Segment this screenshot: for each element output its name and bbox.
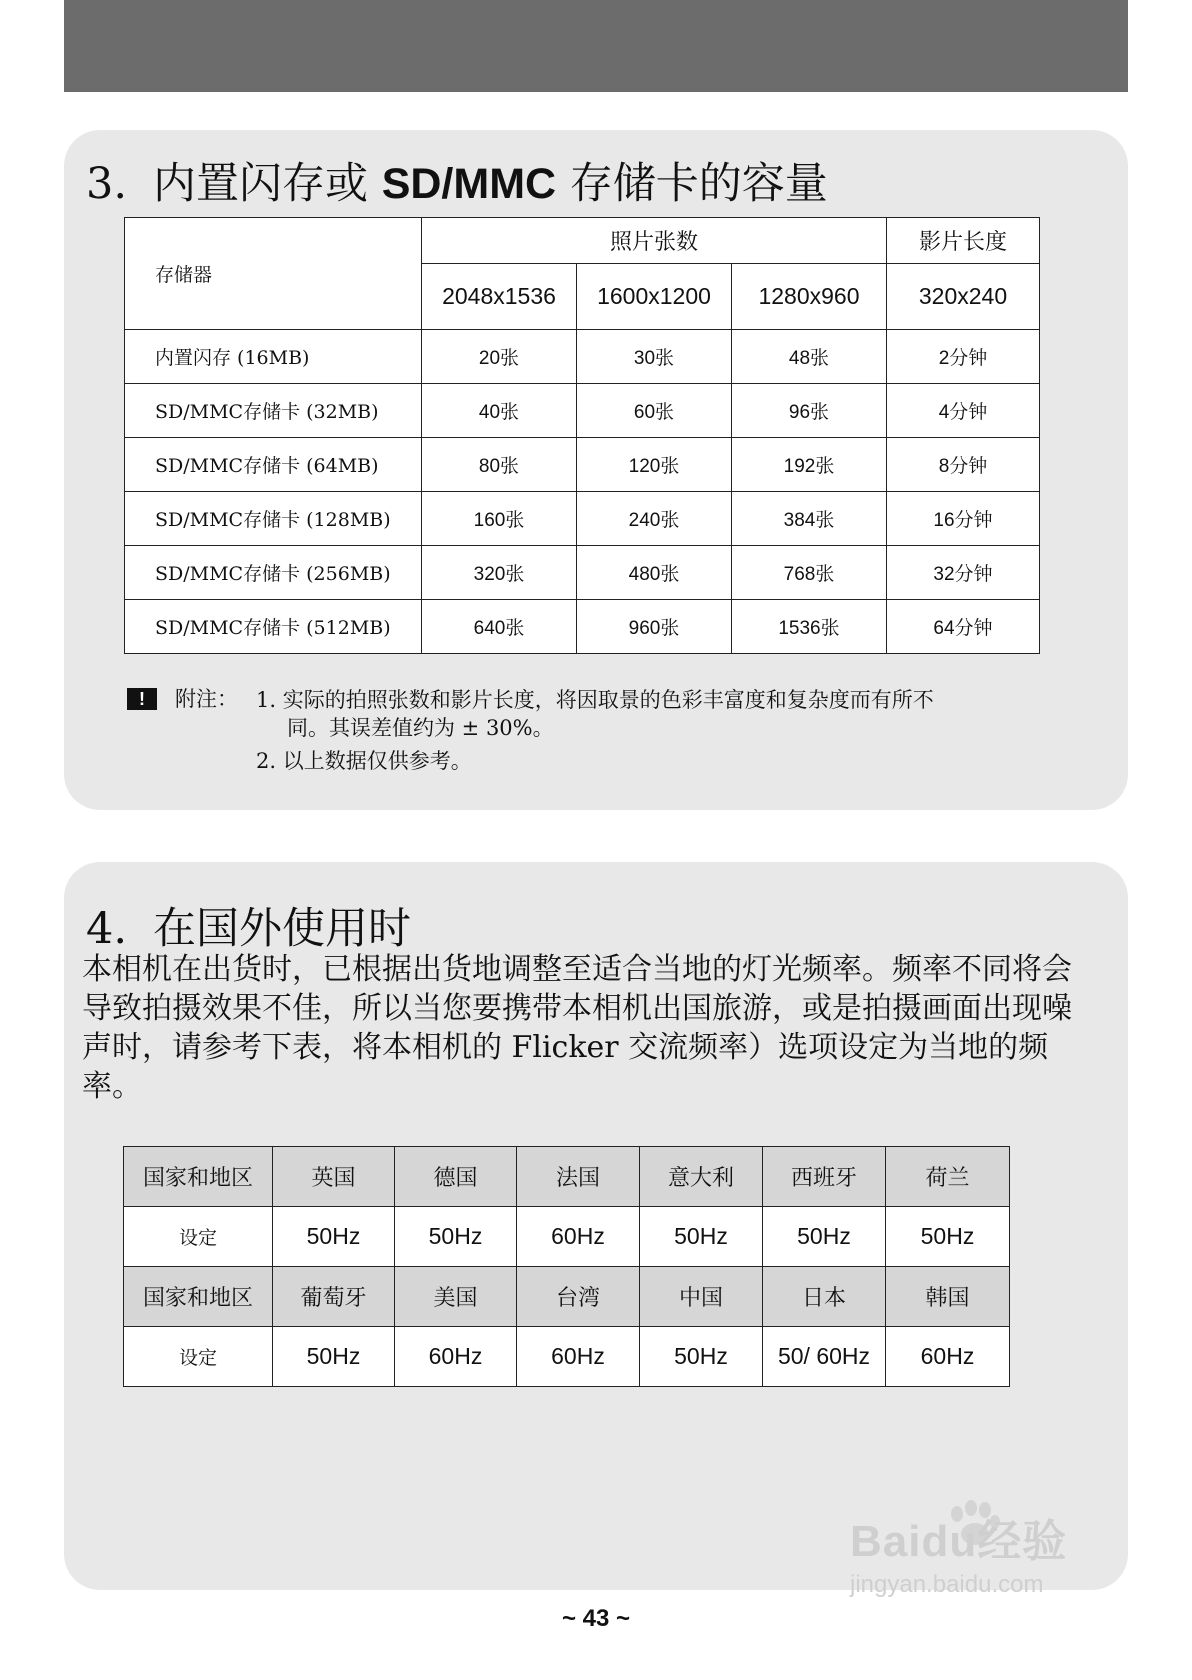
note-line-1b: 同。其误差值约为 ± 30%。 (287, 716, 554, 740)
table-cell: 64分钟 (887, 600, 1040, 654)
table-cell: 160张 (422, 492, 577, 546)
watermark-logo: Baidu经验 (850, 1517, 1068, 1566)
table-row (125, 330, 1040, 384)
table-row (124, 1147, 1010, 1207)
resolution-header: 2048x1536 (422, 264, 577, 330)
note-label: 附注： (175, 687, 238, 711)
resolution-header: 320x240 (887, 264, 1040, 330)
table-cell: 384张 (732, 492, 887, 546)
movie-header: 影片长度 (887, 218, 1040, 264)
section3-title-pre: 内置闪存或 (153, 159, 369, 209)
frequency-cell: 50Hz (640, 1207, 763, 1267)
row-header-setting: 设定 (124, 1207, 273, 1267)
country-cell: 美国 (395, 1267, 517, 1327)
row-label: SD/MMC存储卡 (64MB) (125, 438, 422, 492)
frequency-cell: 50Hz (886, 1207, 1010, 1267)
storage-header: 存储器 (125, 218, 422, 330)
country-cell: 法国 (517, 1147, 640, 1207)
table-cell: 640张 (422, 600, 577, 654)
table-cell: 80张 (422, 438, 577, 492)
country-cell: 韩国 (886, 1267, 1010, 1327)
capacity-table (124, 217, 1040, 654)
row-header-country: 国家和地区 (124, 1267, 273, 1327)
country-cell: 德国 (395, 1147, 517, 1207)
watermark-url: jingyan.baidu.com (850, 1571, 1044, 1598)
table-cell: 20张 (422, 330, 577, 384)
section3-title (86, 150, 828, 211)
row-label: SD/MMC存储卡 (256MB) (125, 546, 422, 600)
note-line-1: 1. 实际的拍照张数和影片长度，将因取景的色彩丰富度和复杂度而有所不 (256, 688, 934, 712)
frequency-cell: 60Hz (395, 1327, 517, 1387)
row-label: SD/MMC存储卡 (32MB) (125, 384, 422, 438)
table-cell: 8分钟 (887, 438, 1040, 492)
table-cell: 30张 (577, 330, 732, 384)
table-cell: 240张 (577, 492, 732, 546)
section3-title-bold: SD/MMC (381, 160, 557, 208)
row-label: 内置闪存 (16MB) (125, 330, 422, 384)
country-cell: 台湾 (517, 1267, 640, 1327)
table-cell: 4分钟 (887, 384, 1040, 438)
section4-title-text: 在国外使用时 (153, 904, 412, 954)
table-cell: 48张 (732, 330, 887, 384)
resolution-header: 1600x1200 (577, 264, 732, 330)
table-row (124, 1267, 1010, 1327)
country-cell: 日本 (763, 1267, 886, 1327)
row-label: SD/MMC存储卡 (512MB) (125, 600, 422, 654)
section4-title (86, 895, 411, 956)
frequency-table (123, 1146, 1010, 1387)
header-bar (64, 0, 1128, 92)
table-row (125, 384, 1040, 438)
table-cell: 768张 (732, 546, 887, 600)
country-cell: 意大利 (640, 1147, 763, 1207)
section4-number: 4. (86, 904, 128, 954)
table-row (125, 546, 1040, 600)
photos-header: 照片张数 (422, 218, 887, 264)
country-cell: 葡萄牙 (273, 1267, 395, 1327)
table-row (125, 438, 1040, 492)
table-cell: 480张 (577, 546, 732, 600)
note-line-2: 2. 以上数据仅供参考。 (256, 749, 472, 773)
frequency-cell: 50Hz (763, 1207, 886, 1267)
table-row (124, 1327, 1010, 1387)
country-cell: 荷兰 (886, 1147, 1010, 1207)
frequency-cell: 50Hz (273, 1327, 395, 1387)
frequency-cell: 50/ 60Hz (763, 1327, 886, 1387)
section3-number: 3. (86, 159, 128, 209)
table-row (124, 1207, 1010, 1267)
table-cell: 96张 (732, 384, 887, 438)
table-cell: 1536张 (732, 600, 887, 654)
row-label: SD/MMC存储卡 (128MB) (125, 492, 422, 546)
table-cell: 2分钟 (887, 330, 1040, 384)
table-cell: 120张 (577, 438, 732, 492)
frequency-cell: 60Hz (886, 1327, 1010, 1387)
country-cell: 英国 (273, 1147, 395, 1207)
section4-paragraph: 本相机在出货时，已根据出货地调整至适合当地的灯光频率。频率不同将会导致拍摄效果不佳，所以当您要携带本相机出国旅游，或是拍摄画面出现噪声时，请参考下表，将本相机的 Flicker 交流频率）选项设定为当地的频率。 (82, 952, 1072, 1104)
frequency-cell: 50Hz (640, 1327, 763, 1387)
frequency-cell: 50Hz (273, 1207, 395, 1267)
table-cell: 320张 (422, 546, 577, 600)
table-row (125, 600, 1040, 654)
row-header-country: 国家和地区 (124, 1147, 273, 1207)
note-warning-icon: ! (127, 688, 157, 710)
country-cell: 西班牙 (763, 1147, 886, 1207)
table-cell: 60张 (577, 384, 732, 438)
frequency-cell: 60Hz (517, 1327, 640, 1387)
frequency-cell: 50Hz (395, 1207, 517, 1267)
page-number: ~ 43 ~ (561, 1605, 631, 1632)
table-cell: 16分钟 (887, 492, 1040, 546)
section3-title-post: 存储卡的容量 (569, 159, 828, 209)
table-cell: 960张 (577, 600, 732, 654)
row-header-setting: 设定 (124, 1327, 273, 1387)
table-row (125, 492, 1040, 546)
watermark (850, 1505, 1067, 1599)
table-cell: 32分钟 (887, 546, 1040, 600)
frequency-cell: 60Hz (517, 1207, 640, 1267)
country-cell: 中国 (640, 1267, 763, 1327)
table-cell: 192张 (732, 438, 887, 492)
table-cell: 40张 (422, 384, 577, 438)
resolution-header: 1280x960 (732, 264, 887, 330)
